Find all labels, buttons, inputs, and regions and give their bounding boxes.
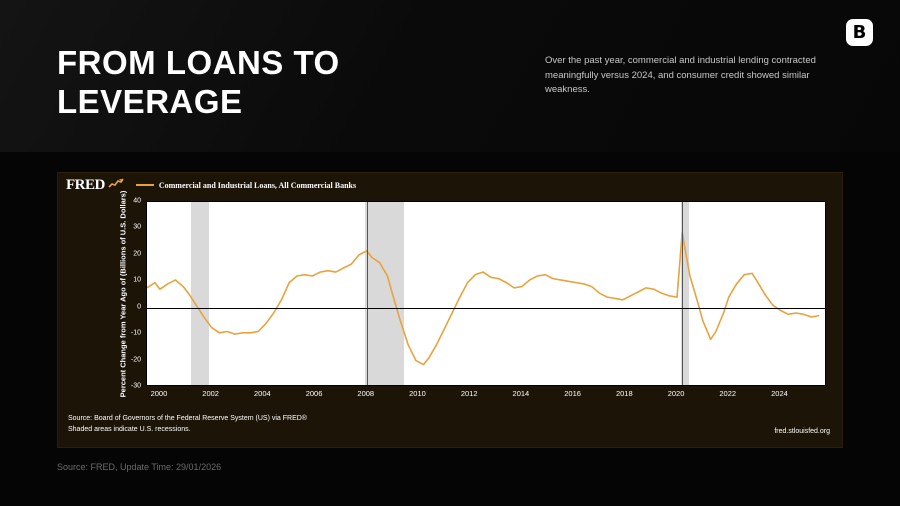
chart-line-series: [147, 202, 825, 385]
y-axis-tick-label: 10: [133, 276, 141, 284]
x-axis-tick-label: 2018: [615, 389, 633, 398]
slide-header: [0, 0, 900, 152]
x-axis-tick-label: 2006: [305, 389, 323, 398]
footer-source-note: Source: FRED, Update Time: 29/01/2026: [57, 462, 222, 472]
x-axis: [146, 387, 826, 401]
x-axis-tick-label: 2002: [202, 389, 219, 398]
y-axis: [110, 197, 144, 390]
y-axis-tick-label: 20: [133, 250, 141, 258]
fred-header-bar: [58, 173, 842, 197]
header-subtitle: Over the past year, commercial and industrial lending contracted meaningfully versus 2024, and consumer credit showed similar weakness.: [545, 55, 816, 96]
fred-chart-panel: [57, 172, 843, 448]
legend-color-swatch: [136, 184, 154, 186]
vertical-marker-line: [682, 202, 683, 385]
x-axis-tick-label: 2000: [150, 389, 168, 398]
source-line-2: Shaded areas indicate U.S. recessions.: [68, 425, 191, 433]
fred-logo: FRED: [66, 176, 105, 193]
vertical-marker-line: [367, 202, 368, 385]
x-axis-tick-label: 2020: [667, 389, 685, 398]
source-line-1: Source: Board of Governors of the Federal Reserve System (US) via FRED®: [68, 415, 307, 422]
x-axis-tick-label: 2024: [771, 389, 788, 398]
y-axis-tick-label: 30: [133, 223, 141, 231]
x-axis-tick-label: 2022: [719, 389, 737, 398]
fred-url: fred.stlouisfed.org: [774, 428, 830, 435]
x-axis-tick-label: 2010: [409, 389, 426, 398]
brand-logo-icon: [846, 19, 873, 46]
x-axis-tick-label: 2012: [460, 389, 478, 398]
x-axis-tick-label: 2008: [357, 389, 375, 398]
zero-baseline: [147, 308, 825, 309]
x-axis-tick-label: 2016: [564, 389, 581, 398]
legend-label: Commercial and Industrial Loans, All Commercial Banks: [158, 180, 357, 190]
plot-area: [146, 201, 826, 386]
y-axis-tick-label: 40: [133, 197, 141, 205]
x-axis-tick-label: 2004: [254, 389, 271, 398]
chart-source-note: [68, 414, 307, 435]
y-axis-tick-label: -20: [130, 356, 141, 364]
y-axis-tick-label: -10: [130, 329, 141, 337]
y-axis-tick-label: 0: [137, 303, 141, 311]
chart-legend: [136, 181, 356, 190]
page-title: FROM LOANS TO LEVERAGE: [57, 44, 340, 120]
x-axis-tick-label: 2014: [512, 389, 530, 398]
y-axis-title-text: Percent Change from Year Ago of (Billions of U.S. Dollars): [118, 190, 128, 397]
y-axis-tick-label: -30: [130, 382, 141, 390]
brand-logo-letter: B: [852, 21, 867, 43]
